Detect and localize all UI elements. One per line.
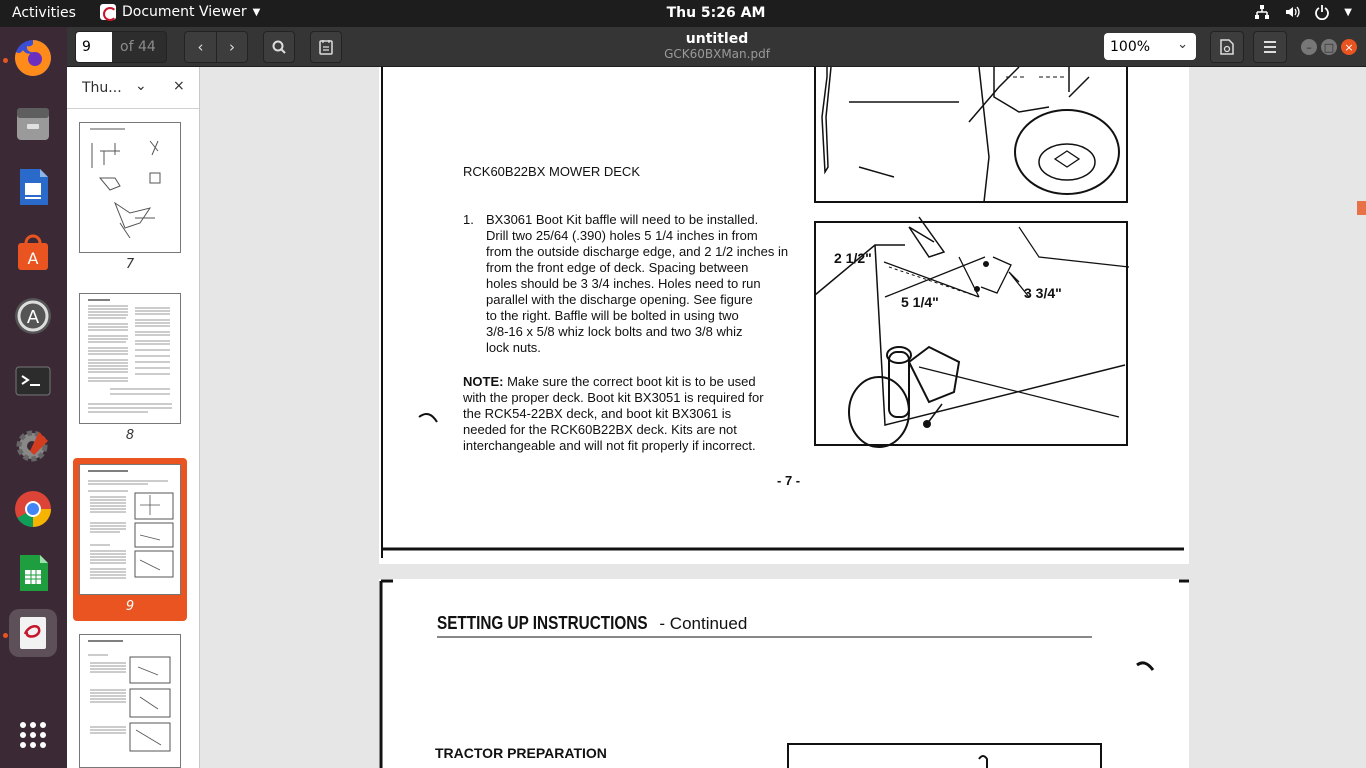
subsection-heading: TRACTOR PREPARATION <box>435 745 607 761</box>
dock-chrome[interactable] <box>9 485 57 533</box>
dock-document-viewer[interactable] <box>9 609 57 657</box>
spreadsheet-icon <box>12 552 54 594</box>
close-window-button[interactable] <box>1341 39 1357 55</box>
section-heading-suffix: - Continued <box>654 614 748 633</box>
maximize-button[interactable] <box>1321 39 1337 55</box>
dock-software[interactable] <box>9 228 57 276</box>
annotation-icon <box>319 39 333 55</box>
clock[interactable]: Thu 5:26 AM <box>666 5 766 21</box>
app-grid-icon <box>17 719 49 751</box>
chrome-icon <box>12 488 54 530</box>
dock-updater[interactable] <box>9 292 57 340</box>
thumbnail-page-8[interactable] <box>79 293 181 424</box>
system-tray[interactable] <box>1254 4 1352 20</box>
files-icon <box>12 102 54 144</box>
step-line: parallel with the discharge opening. See figure <box>486 292 753 307</box>
dock-firefox[interactable] <box>9 34 57 82</box>
step-line: Drill two 25/64 (.390) holes 5 1/4 inches in from <box>486 228 758 243</box>
view-mode-button[interactable] <box>1210 31 1244 63</box>
page-preview <box>80 465 180 594</box>
chevron-down-icon[interactable]: ⌄ <box>135 78 147 94</box>
zoom-selector[interactable] <box>1104 33 1196 60</box>
note-line: with the proper deck. Boot kit BX3051 is required for <box>463 390 764 405</box>
document-page <box>379 67 1189 564</box>
annotations-button[interactable] <box>310 31 342 63</box>
note-line: interchangeable and will not fit properly if incorrect. <box>463 438 756 453</box>
main-menu-button[interactable] <box>1253 31 1287 63</box>
page-total-label: of 44 <box>120 39 156 55</box>
document-filename: GCK60BXMan.pdf <box>664 47 770 61</box>
dock-calc[interactable] <box>9 549 57 597</box>
running-indicator <box>3 633 8 638</box>
caret-down-icon: ▼ <box>252 6 261 18</box>
minimize-icon: – <box>1306 40 1312 54</box>
step-line: from the outside discharge edge, and 2 1/2 inches in <box>486 244 789 259</box>
sidebar-mode-label[interactable]: Thu... <box>82 80 122 96</box>
dimension-label: 3 3/4" <box>1024 285 1062 301</box>
document-view[interactable] <box>200 67 1366 768</box>
zoom-value: 100% <box>1110 38 1151 55</box>
dock-files[interactable] <box>9 99 57 147</box>
chevron-right-icon: › <box>229 38 235 56</box>
header-bar <box>67 27 1366 67</box>
document-title: untitled <box>685 31 749 47</box>
network-icon <box>1254 4 1270 20</box>
app-menu-label: Document Viewer <box>122 4 247 20</box>
writer-icon <box>12 166 54 208</box>
dock-show-apps[interactable] <box>9 711 57 759</box>
step-line: 3/8-16 x 5/8 whiz lock bolts and two 3/8 whiz <box>486 324 743 339</box>
step-number: 1. <box>463 212 474 227</box>
printed-page-number: - 7 - <box>777 473 801 488</box>
chevron-down-icon: ⌄ <box>1177 37 1188 52</box>
step-line: lock nuts. <box>486 340 541 355</box>
caret-down-icon: ▼ <box>1344 6 1352 18</box>
svg-text:A: A <box>27 249 39 268</box>
dock-terminal[interactable] <box>9 357 57 405</box>
sidebar-header <box>67 67 199 109</box>
document-page <box>379 579 1189 768</box>
thumbnail-label: 7 <box>125 257 135 272</box>
note-line: needed for the RCK60B22BX deck. Kits are not <box>463 422 737 437</box>
dimension-label: 2 1/2" <box>834 250 872 266</box>
power-icon <box>1314 4 1330 20</box>
dock-writer[interactable] <box>9 163 57 211</box>
step-1-text <box>486 212 789 356</box>
settings-gear-icon <box>12 424 54 466</box>
step-line: holes should be 3 3/4 inches. Holes need to run <box>486 276 761 291</box>
page-selector[interactable] <box>75 31 167 63</box>
search-icon <box>272 40 286 54</box>
page-preview <box>80 635 180 767</box>
thumbnail-label: 8 <box>125 428 135 443</box>
page-preview <box>80 294 180 423</box>
thumbnail-sidebar <box>67 67 200 768</box>
section-heading-main: SETTING UP INSTRUCTIONS <box>437 613 648 633</box>
thumbnail-label: 9 <box>125 599 135 614</box>
close-sidebar-icon[interactable]: × <box>173 78 185 94</box>
software-bag-icon <box>12 231 54 273</box>
note-label: NOTE: <box>463 374 504 389</box>
previous-page-button[interactable] <box>184 31 216 63</box>
document-viewer-icon <box>12 612 54 654</box>
thumbnail-page-7[interactable] <box>79 122 181 253</box>
dock-settings[interactable] <box>9 421 57 469</box>
software-updater-icon <box>12 295 54 337</box>
firefox-icon <box>12 37 54 79</box>
next-page-button[interactable] <box>216 31 248 63</box>
system-top-bar <box>0 0 1366 27</box>
window-title <box>627 31 807 61</box>
maximize-icon: □ <box>1323 40 1335 54</box>
note-line: Make sure the correct boot kit is to be used <box>503 374 756 389</box>
step-line: to the right. Baffle will be bolted in using two <box>486 308 739 323</box>
document-view-icon <box>1220 39 1234 55</box>
scroll-indicator[interactable] <box>1357 201 1366 215</box>
close-icon: × <box>1344 40 1354 54</box>
dimension-label: 5 1/4" <box>901 294 939 310</box>
note-line: the RCK54-22BX deck, and boot kit BX3061 is <box>463 406 732 421</box>
section-heading <box>437 613 747 634</box>
minimize-button[interactable] <box>1301 39 1317 55</box>
dock <box>0 27 67 768</box>
page-number-input[interactable] <box>76 32 112 62</box>
step-line: BX3061 Boot Kit baffle will need to be installed. <box>486 212 759 227</box>
terminal-icon <box>12 360 54 402</box>
chevron-left-icon: ‹ <box>197 38 204 56</box>
volume-icon <box>1284 4 1300 20</box>
note-text <box>463 371 783 454</box>
note-first-line <box>463 371 783 390</box>
svg-text:A: A <box>26 307 40 328</box>
running-indicator <box>3 58 8 63</box>
page-preview <box>80 123 180 252</box>
step-line: from the front edge of deck. Spacing between <box>486 260 749 275</box>
hamburger-menu-icon <box>1263 41 1277 53</box>
deck-title: RCK60B22BX MOWER DECK <box>463 164 640 179</box>
thumbnail-page-9[interactable] <box>79 464 181 595</box>
page-scan-art <box>379 579 1189 768</box>
activities-button[interactable]: Activities <box>12 5 76 21</box>
search-button[interactable] <box>263 31 295 63</box>
thumbnail-page-10[interactable] <box>79 634 181 768</box>
